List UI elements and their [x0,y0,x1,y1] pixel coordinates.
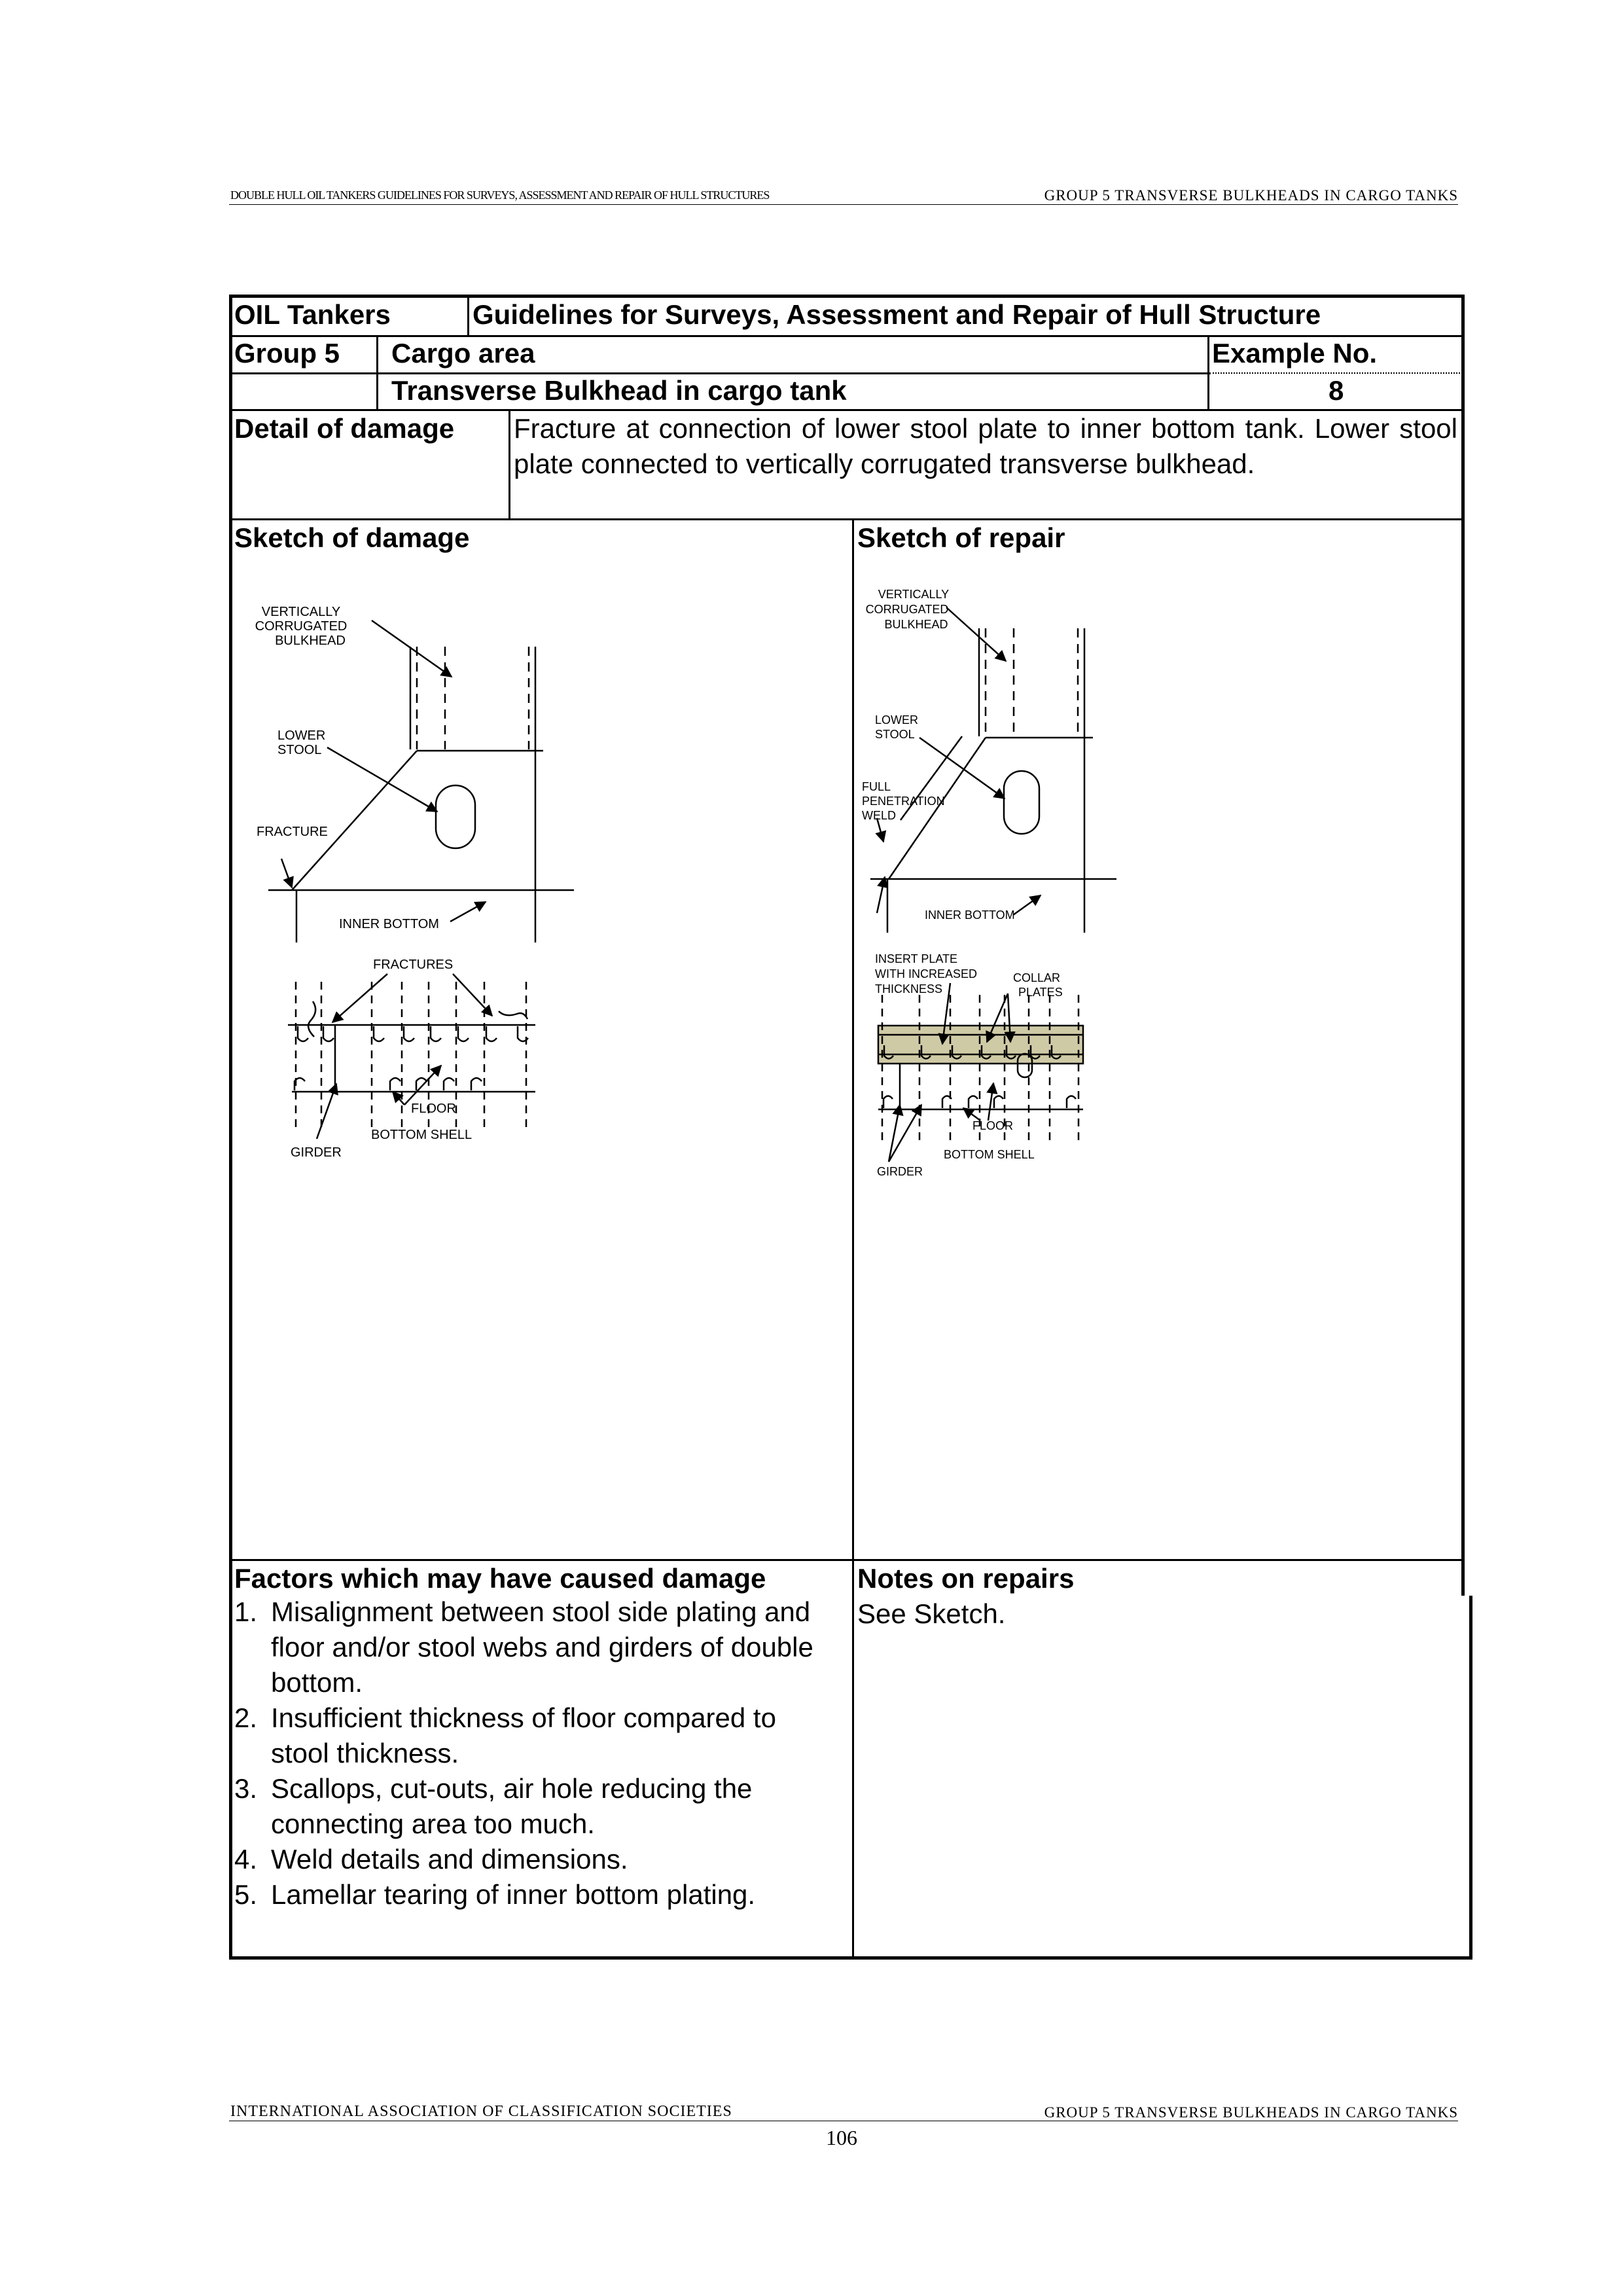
factor-number: 4. [234,1844,258,1874]
insert-plate [878,1026,1083,1064]
factor-number: 3. [234,1773,258,1804]
repair-insert-label-2: WITH INCREASED [875,967,978,980]
sketch-damage-label: Sketch of damage [234,522,470,553]
damage-floor-label: FLOOR [411,1102,456,1116]
area-label: Cargo area [391,338,535,368]
factor-text: Lamellar tearing of inner bottom plating. [271,1879,756,1910]
repair-bulkhead-label-1: VERTICALLY [878,588,950,601]
repair-insert-label-3: THICKNESS [875,982,943,996]
repair-inner-bottom-label: INNER BOTTOM [925,908,1015,922]
damage-fractures-label: FRACTURES [373,958,454,972]
repair-bulkhead-label-3: BULKHEAD [884,618,948,631]
factor-text: Scallops, cut-outs, air hole reducing the connecting area too much. [271,1773,753,1839]
factor-text: Weld details and dimensions. [271,1844,628,1874]
damage-bulkhead-label-1: VERTICALLY [261,605,341,619]
notes-label: Notes on repairs [857,1563,1075,1594]
factors-label: Factors which may have caused damage [234,1563,766,1594]
page-number: 106 [826,2126,857,2149]
notes-text: See Sketch. [857,1598,1006,1629]
running-header-section: GROUP 5 TRANSVERSE BULKHEADS IN CARGO TANKS [1044,187,1458,204]
factor-text: Insufficient thickness of floor compared to stool thickness. [271,1702,776,1768]
repair-girder-label: GIRDER [877,1165,923,1178]
damage-bulkhead-label-2: CORRUGATED [255,619,348,634]
repair-collar-label-1: COLLAR [1013,971,1061,984]
repair-stool-label-2: STOOL [875,728,915,741]
ship-type: OIL Tankers [234,299,391,330]
factor-number: 5. [234,1879,258,1910]
repair-bulkhead-label-2: CORRUGATED [865,603,949,616]
sketch-repair-label: Sketch of repair [857,522,1065,553]
detail-text: Fracture at connection of lower stool plate to inner bottom tank. Lower stool plate connected to vertically corrugated transverse bulkhead. [514,413,1457,479]
damage-bottom-shell-label: BOTTOM SHELL [371,1128,473,1142]
damage-fracture-label: FRACTURE [257,825,328,839]
example-number: 8 [1329,375,1344,406]
footer-organization: INTERNATIONAL ASSOCIATION OF CLASSIFICATION SOCIETIES [230,2103,732,2120]
repair-weld-label-2: PENETRATION [862,795,945,808]
repair-insert-label-1: INSERT PLATE [875,952,958,965]
repair-weld-label-1: FULL [862,780,891,793]
factor-number: 1. [234,1596,258,1627]
footer-section: GROUP 5 TRANSVERSE BULKHEADS IN CARGO TANKS [1044,2104,1458,2121]
damage-girder-label: GIRDER [291,1145,342,1160]
damage-stool-label-2: STOOL [277,743,322,757]
factor-number: 2. [234,1702,258,1733]
repair-stool-label-1: LOWER [875,713,919,726]
damage-inner-bottom-label: INNER BOTTOM [339,917,439,931]
repair-bottom-shell-label: BOTTOM SHELL [944,1148,1035,1161]
running-header-title: DOUBLE HULL OIL TANKERS GUIDELINES FOR SURVEYS, ASSESSMENT AND REPAIR OF HULL STRUCTURES [230,188,770,202]
example-label: Example No. [1212,338,1378,368]
repair-floor-label: FLOOR [972,1119,1014,1132]
repair-collar-label-2: PLATES [1018,986,1063,999]
detail-label: Detail of damage [234,413,455,444]
subject-label: Transverse Bulkhead in cargo tank [391,375,847,406]
damage-bulkhead-label-3: BULKHEAD [275,634,346,648]
damage-stool-label-1: LOWER [277,728,326,743]
repair-weld-label-3: WELD [862,809,897,822]
guideline-title: Guidelines for Surveys, Assessment and Repair of Hull Structure [473,299,1321,330]
factor-text: Misalignment between stool side plating and floor and/or stool webs and girders of double bottom. [271,1596,813,1698]
group-label: Group 5 [234,338,340,368]
